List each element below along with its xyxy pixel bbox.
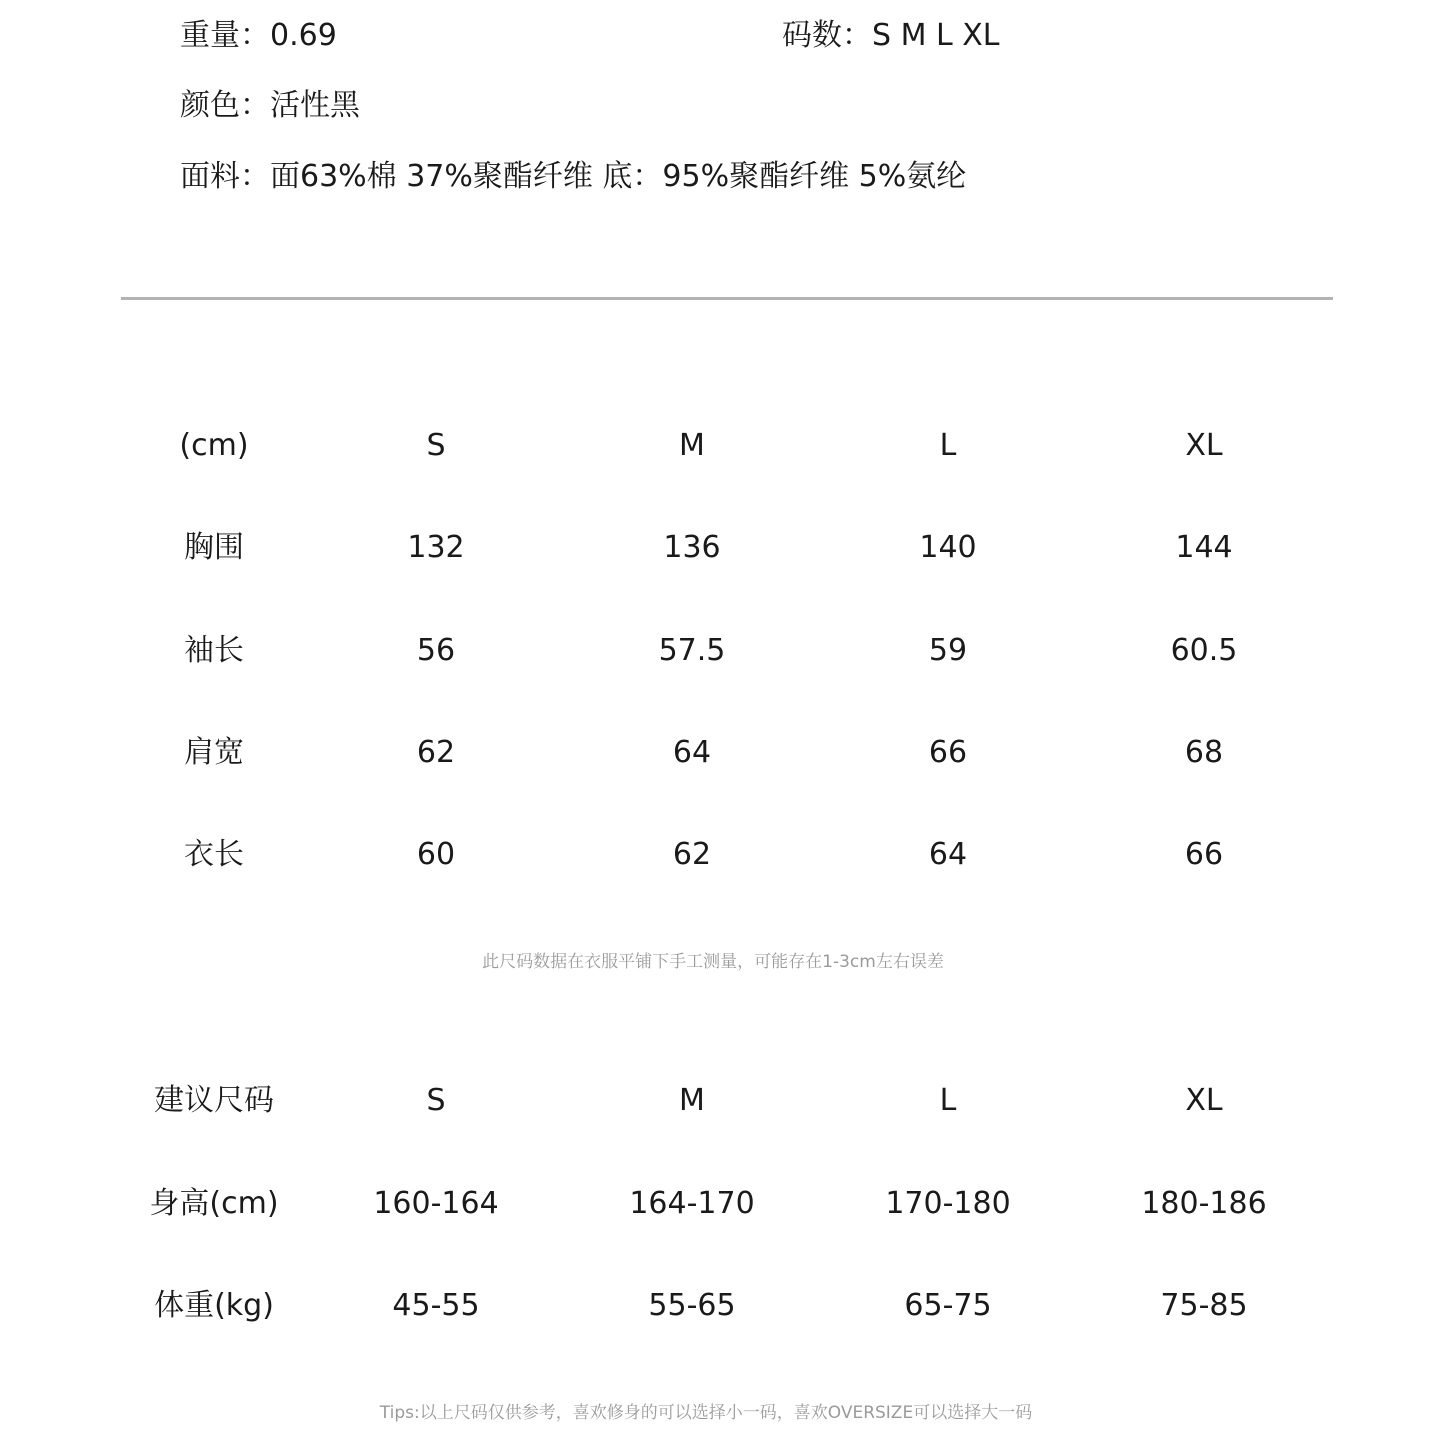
table-cell: 75-85: [1160, 1288, 1248, 1323]
row-label: 肩宽: [184, 735, 244, 770]
table-cell: 59: [928, 633, 968, 668]
table-header-row: [0, 1079, 1440, 1123]
table-cell: 66: [1184, 837, 1224, 872]
table-cell: 180-186: [1141, 1186, 1267, 1221]
header-cell-xl: XL: [1185, 1083, 1223, 1118]
table-row-length: [0, 833, 1440, 877]
table-cell: 68: [1184, 735, 1224, 770]
table-cell: 45-55: [392, 1288, 480, 1323]
header-cell-l: L: [939, 1083, 957, 1118]
row-label: 袖长: [184, 633, 244, 668]
table-cell: 164-170: [629, 1186, 755, 1221]
table-row-sleeve: [0, 629, 1440, 673]
table-cell: 64: [928, 837, 968, 872]
row-label: 身高(cm): [149, 1186, 279, 1221]
row-label: 体重(kg): [154, 1288, 274, 1323]
spec-weight: 重量：0.69: [180, 18, 337, 53]
row-label: 衣长: [184, 837, 244, 872]
table-cell: 57.5: [658, 633, 726, 668]
table-cell: 136: [663, 530, 721, 565]
header-cell-s: S: [426, 428, 446, 463]
spec-sizes: 码数：S M L XL: [782, 18, 1000, 53]
table-cell: 65-75: [904, 1288, 992, 1323]
table-cell: 66: [928, 735, 968, 770]
table-header-row: [0, 424, 1440, 468]
table-cell: 160-164: [373, 1186, 499, 1221]
table-cell: 60.5: [1170, 633, 1238, 668]
spec-color: 颜色：活性黑: [180, 88, 360, 123]
section-divider: [121, 297, 1333, 300]
table-row-height: [0, 1182, 1440, 1226]
row-label: 胸围: [184, 530, 244, 565]
table-cell: 170-180: [885, 1186, 1011, 1221]
table-cell: 62: [672, 837, 712, 872]
header-cell-m: M: [679, 428, 705, 463]
tips-note: Tips:以上尺码仅供参考，喜欢修身的可以选择小一码，喜欢OVERSIZE可以选择大一码: [379, 1403, 1033, 1423]
measurement-note: 此尺码数据在衣服平铺下手工测量，可能存在1-3cm左右误差: [482, 952, 944, 972]
table-cell: 55-65: [648, 1288, 736, 1323]
table-row-shoulder: [0, 731, 1440, 775]
table-cell: 56: [416, 633, 456, 668]
spec-fabric: 面料：面63%棉 37%聚酯纤维 底：95%聚酯纤维 5%氨纶: [180, 159, 967, 194]
header-cell-l: L: [939, 428, 957, 463]
table-cell: 62: [416, 735, 456, 770]
table-cell: 60: [416, 837, 456, 872]
table-row-chest: [0, 526, 1440, 570]
table-cell: 132: [407, 530, 465, 565]
table-cell: 144: [1175, 530, 1233, 565]
table-row-weight: [0, 1284, 1440, 1328]
header-cell-m: M: [679, 1083, 705, 1118]
header-cell-s: S: [426, 1083, 446, 1118]
header-cell-xl: XL: [1185, 428, 1223, 463]
header-cell-unit: (cm): [179, 428, 249, 463]
table-cell: 64: [672, 735, 712, 770]
header-cell-recommend: 建议尺码: [154, 1083, 274, 1118]
table-cell: 140: [919, 530, 977, 565]
